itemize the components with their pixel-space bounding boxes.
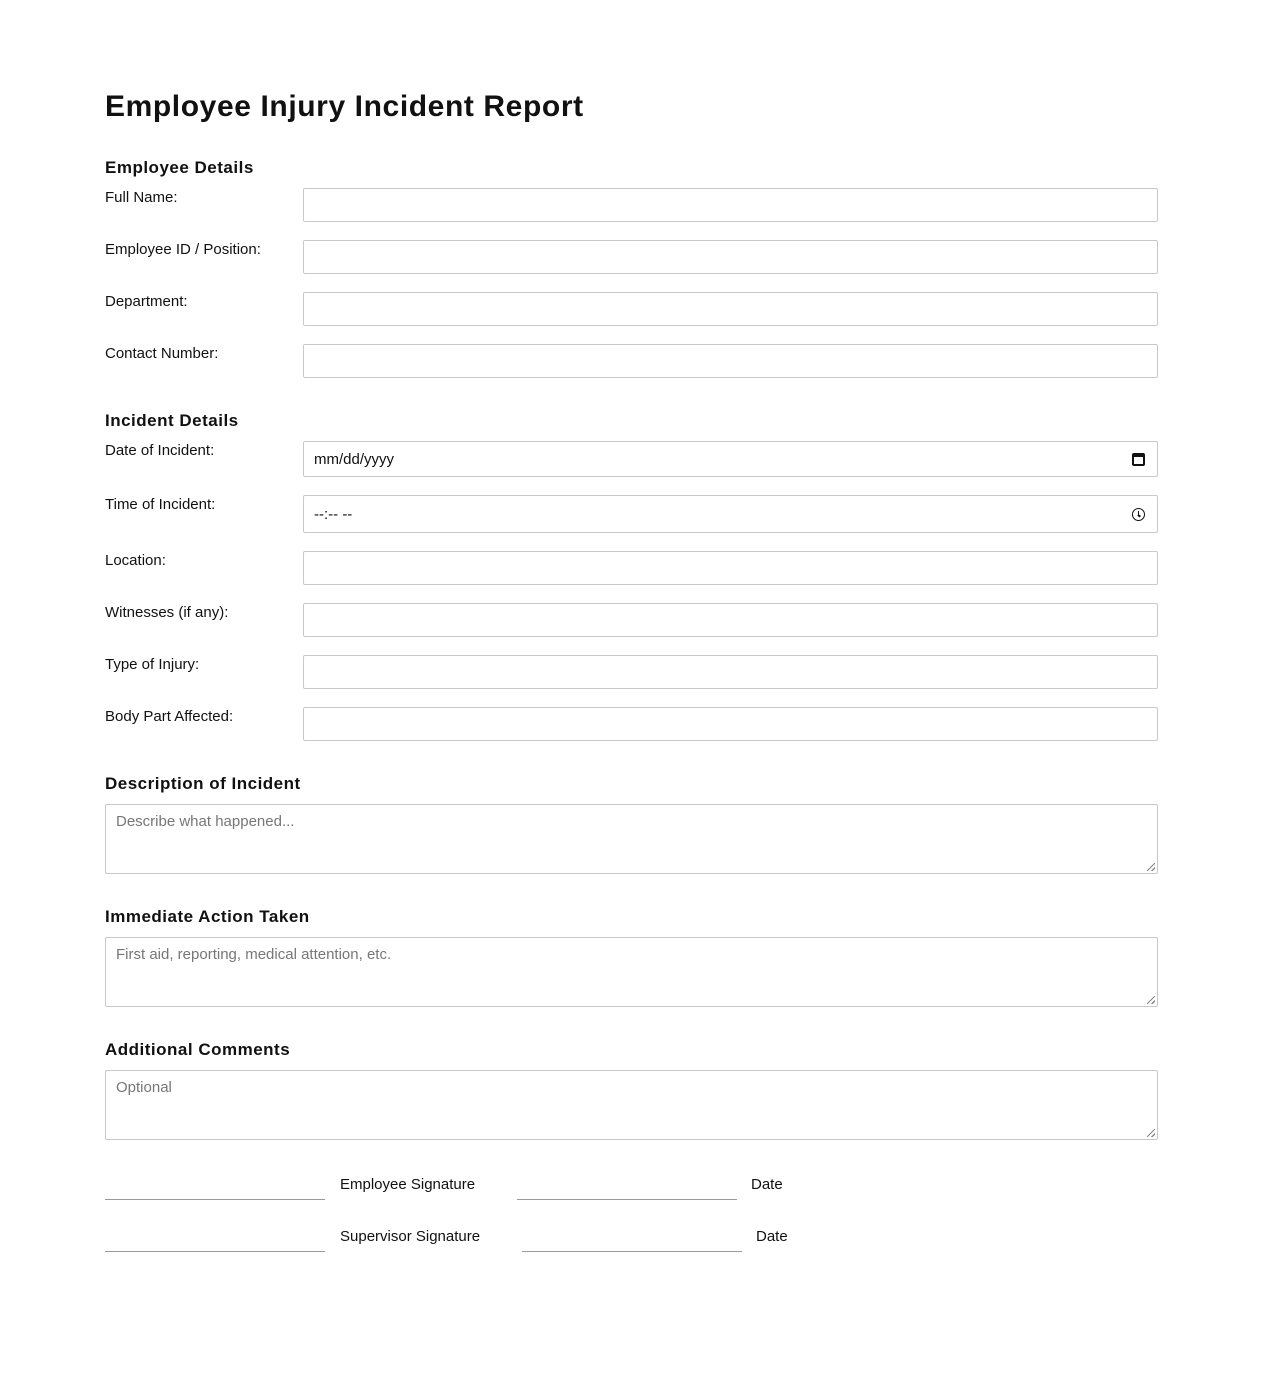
date-input[interactable] [303, 441, 1158, 477]
injury-type-label: Type of Injury: [105, 656, 200, 673]
employee-details-heading: Employee Details [105, 158, 254, 177]
employee-signature-line[interactable] [105, 1199, 325, 1200]
full-name-label: Full Name: [105, 189, 178, 206]
supervisor-date-label: Date [756, 1228, 788, 1245]
department-input[interactable] [303, 292, 1158, 326]
incident-details-heading: Incident Details [105, 411, 239, 430]
description-heading: Description of Incident [105, 774, 301, 793]
immediate-action-heading: Immediate Action Taken [105, 907, 310, 926]
comments-heading: Additional Comments [105, 1040, 291, 1059]
employee-signature-label: Employee Signature [340, 1176, 476, 1193]
description-textarea[interactable] [105, 804, 1158, 874]
supervisor-signature-line[interactable] [105, 1251, 325, 1252]
calendar-icon[interactable] [1132, 453, 1145, 466]
date-placeholder: mm/dd/yyyy [314, 450, 395, 468]
clock-icon[interactable] [1132, 508, 1145, 521]
comments-textarea[interactable] [105, 1070, 1158, 1140]
employee-date-label: Date [751, 1176, 783, 1193]
employee-date-line[interactable] [517, 1199, 737, 1200]
resize-handle-icon[interactable] [1147, 996, 1155, 1004]
contact-input[interactable] [303, 344, 1158, 378]
description-placeholder: Describe what happened... [116, 813, 295, 830]
resize-handle-icon[interactable] [1147, 1129, 1155, 1137]
supervisor-date-line[interactable] [522, 1251, 742, 1252]
contact-label: Contact Number: [105, 345, 219, 362]
employee-id-input[interactable] [303, 240, 1158, 274]
time-placeholder: --:-- -- [314, 505, 353, 523]
body-part-label: Body Part Affected: [105, 708, 234, 725]
full-name-input[interactable] [303, 188, 1158, 222]
date-label: Date of Incident: [105, 442, 215, 459]
witnesses-input[interactable] [303, 603, 1158, 637]
injury-type-input[interactable] [303, 655, 1158, 689]
location-input[interactable] [303, 551, 1158, 585]
time-label: Time of Incident: [105, 496, 216, 513]
immediate-action-textarea[interactable] [105, 937, 1158, 1007]
page-title: Employee Injury Incident Report [105, 90, 584, 123]
employee-id-label: Employee ID / Position: [105, 241, 261, 258]
department-label: Department: [105, 293, 188, 310]
time-input[interactable] [303, 495, 1158, 533]
supervisor-signature-label: Supervisor Signature [340, 1228, 481, 1245]
immediate-action-placeholder: First aid, reporting, medical attention, etc. [116, 946, 392, 963]
resize-handle-icon[interactable] [1147, 863, 1155, 871]
comments-placeholder: Optional [116, 1079, 172, 1096]
witnesses-label: Witnesses (if any): [105, 604, 229, 621]
location-label: Location: [105, 552, 166, 569]
body-part-input[interactable] [303, 707, 1158, 741]
